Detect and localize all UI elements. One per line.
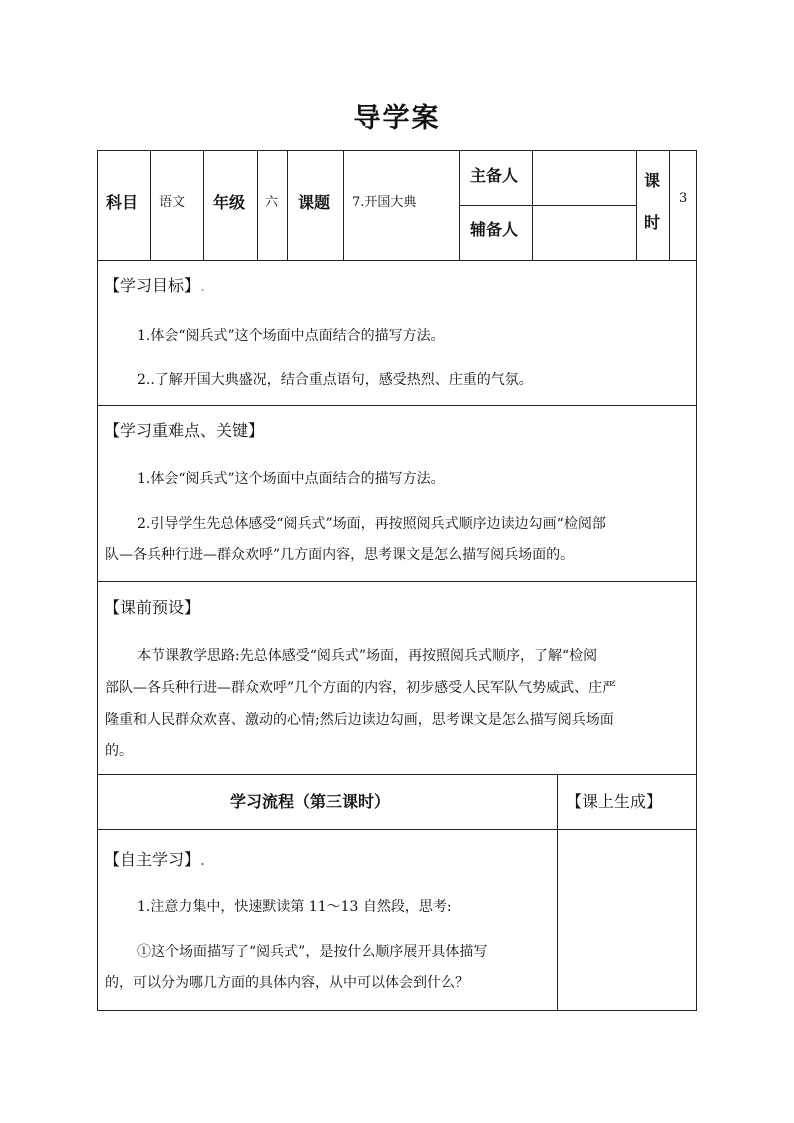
col-divider	[636, 150, 637, 261]
preview-section-divider	[97, 774, 697, 775]
self-study-item-1: 1.注意力集中，快速默读第 11～13 自然段，思考:	[137, 899, 452, 915]
objective-item-2-number: 2.	[137, 372, 151, 388]
key-point-item-1: 1.体会“阅兵式”这个场面中点面结合的描写方法。	[137, 471, 445, 487]
topic-value: 7.开国大典	[352, 195, 417, 210]
col-divider	[257, 150, 258, 261]
objectives-heading-mark: .	[200, 276, 206, 295]
self-study-heading-text: 【自主学习】	[104, 850, 201, 869]
col-divider	[343, 150, 344, 261]
topic-label: 课题	[298, 193, 331, 212]
assistant-preparer-label: 辅备人	[470, 220, 519, 239]
preview-line-1: 本节课教学思路:先总体感受“阅兵式”场面，再按照阅兵式顺序，了解“检阅	[137, 648, 598, 664]
key-points-section-divider	[97, 581, 697, 582]
grade-value: 六	[265, 195, 279, 210]
flow-heading: 学习流程（第三课时）	[230, 792, 391, 811]
objectives-section-divider	[97, 405, 697, 406]
grade-label: 年级	[213, 193, 246, 212]
self-study-heading	[104, 847, 205, 870]
col-divider	[203, 150, 204, 261]
preview-line-2: 部队—各兵种行进—群众欢呼”几个方面的内容，初步感受人民军队气势威武、庄严	[105, 680, 617, 696]
key-point-item-2-line-2: 队—各兵种行进—群众欢呼”几方面内容，思考课文是怎么描写阅兵场面的。	[105, 547, 575, 563]
class-generation-heading: 【课上生成】	[566, 792, 663, 811]
col-divider	[669, 150, 670, 261]
key-point-item-2-line-1: 2.引导学生先总体感受“阅兵式”场面，再按照阅兵式顺序边读边勾画“检阅部	[137, 516, 606, 532]
flow-header-divider	[97, 829, 697, 830]
objectives-heading-text: 【学习目标】	[104, 276, 201, 295]
self-study-heading-mark: .	[200, 850, 206, 869]
key-points-heading: 【学习重难点、关键】	[104, 421, 265, 440]
preview-line-4: 的。	[105, 743, 133, 759]
document-title: 导学案	[353, 103, 441, 134]
objective-item-1: 1.体会“阅兵式”这个场面中点面结合的描写方法。	[137, 328, 445, 344]
col-divider	[287, 150, 288, 261]
subject-label: 科目	[106, 193, 139, 212]
period-label-bottom: 时	[644, 213, 661, 232]
self-study-question-1-line-1: ①这个场面描写了“阅兵式”，是按什么顺序展开具体描写	[137, 944, 488, 960]
subject-value: 语文	[159, 195, 186, 210]
objective-item-2	[137, 369, 533, 389]
header-row-divider	[97, 260, 697, 261]
period-label-top: 课	[644, 171, 661, 190]
self-study-question-1-line-2: 的，可以分为哪几方面的具体内容，从中可以体会到什么？	[105, 975, 469, 991]
objectives-heading	[104, 273, 205, 296]
preview-heading: 【课前预设】	[104, 598, 201, 617]
flow-column-divider	[557, 774, 558, 1011]
objective-item-2-text: .了解开国大典盛况，结合重点语句，感受热烈、庄重的气氛。	[150, 372, 533, 388]
main-preparer-label: 主备人	[470, 166, 519, 185]
period-value: 3	[679, 191, 688, 206]
col-divider	[150, 150, 151, 261]
preview-line-3: 隆重和人民群众欢喜、激动的心情;然后边读边勾画，思考课文是怎么描写阅兵场面	[105, 712, 614, 728]
preparer-row-divider	[459, 205, 636, 206]
